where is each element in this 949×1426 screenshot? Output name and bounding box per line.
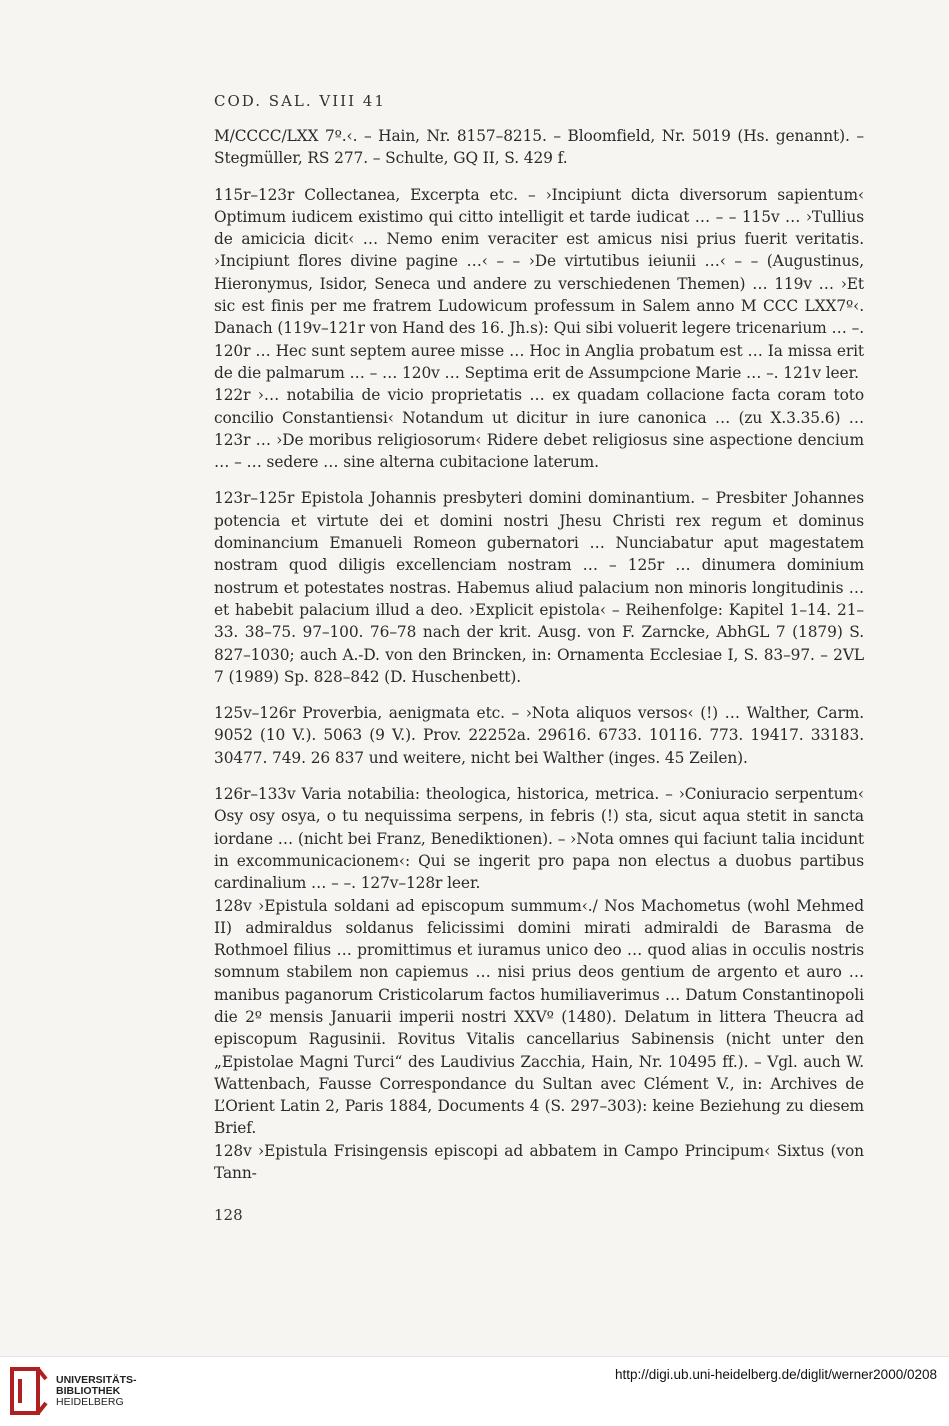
running-header: COD. SAL. VIII 41 bbox=[214, 92, 386, 110]
paragraph-collectanea: 115r–123r Collectanea, Excerpta etc. – ›Incipiunt dicta diversorum sapientum‹ Optimum iudicem existimo qui citto intelligit et tarde iudicat … – – 115v … ›Tullius de amicicia dicit‹ … Nemo enim veraciter est amicus nisi prius fuerit veritatis. ›Incipiunt flores divine pagine …‹ – – ›De virtutibus ieiunii …‹ – – (Augustinus, Hieronymus, Isidor, Seneca und andere zu verschiedenen Themen) … 119v … ›Et sic est finis per me fratrem Ludowicum professum in Salem anno M CCC LXX7º‹. Danach (119v–121r von Hand des 16. Jh.s): Qui sibi voluerit legere tricenarium … –. 120r … Hec sunt septem auree misse … Hoc in Anglia probatum est … Ia missa erit de die palmarum … – … 120v … Septima erit de Assumpcione Marie … –. 121v leer. bbox=[214, 185, 864, 382]
paragraph-incunable-refs: M/CCCC/LXX 7º.‹. – Hain, Nr. 8157–8215. – Bloomfield, Nr. 5019 (Hs. genannt). – Stegmüller, RS 277. – Schulte, GQ II, S. 429 f. bbox=[214, 127, 864, 168]
library-footer bbox=[0, 1356, 949, 1426]
paragraph-epistola-johannis: 123r–125r Epistola Johannis presbyteri domini dominantium. – Presbiter Johannes potencia et virtute dei et domini nostri Jhesu Christi rex regum et dominus dominancium Emanueli Romeon gubernatori … Nunciabatur aput magestatem nostram quod diligis excellenciam nostram … – 125r … dinumera dominium nostrum et potestates nostras. Habemus aliud palacium non minoris longitudinis … et habebit palacium illud a deo. ›Explicit epistola‹ – Reihenfolge: Kapitel 1–14. 21–33. 38–75. 97–100. 76–78 nach der krit. Ausg. von F. Zarncke, AbhGL 7 (1879) S. 827–1030; auch A.-D. von den Brincken, in: Ornamenta Ecclesiae I, S. 83–97. – 2VL 7 (1989) Sp. 828–842 (D. Huschenbett). bbox=[214, 489, 864, 686]
catalog-entry-text bbox=[214, 125, 864, 1184]
paragraph-varia-notabilia: 126r–133v Varia notabilia: theologica, historica, metrica. – ›Coniuracio serpentum‹ Osy osy osya, o tu nequissima serpens, in febris (!) sta, sicut aqua stetit in sancta iordane … (nicht bei Franz, Benediktionen). – ›Nota omnes qui faciunt talia incidunt in excommunicacionem‹: Qui se ingerit pro papa non electus a duobus partibus cardinalium … – –. 127v–128r leer. bbox=[214, 785, 864, 893]
institution-name bbox=[56, 1375, 137, 1408]
paragraph-proverbia: 125v–126r Proverbia, aenigmata etc. – ›Nota aliquos versos‹ (!) … Walther, Carm. 9052 (10 V.). 5063 (9 V.). Prov. 22252a. 29616. 6733. 10116. 773. 19417. 33183. 30477. 749. 26 837 und weitere, nicht bei Walther (inges. 45 Zeilen). bbox=[214, 704, 864, 767]
institution-line-3: HEIDELBERG bbox=[56, 1396, 124, 1408]
paragraph-notabilia: 122r ›… notabilia de vicio proprietatis … ex quadam collacione facta coram toto concilio Constantiensi‹ Notandum ut dicitur in iure canonica … (zu X.3.35.6) … 123r … ›De moribus religiosorum‹ Ridere debet religiosus sine aspectione dencium … – … sedere … sine alterna cubitacione laterum. bbox=[214, 386, 864, 472]
institution-line-2: BIBLIOTHEK bbox=[56, 1385, 121, 1397]
institution-line-1: UNIVERSITÄTS- bbox=[56, 1374, 137, 1386]
permalink-url[interactable]: http://digi.ub.uni-heidelberg.de/diglit/werner2000/0208 bbox=[615, 1367, 937, 1382]
page-number: 128 bbox=[214, 1206, 243, 1224]
paragraph-epistula-frisingensis: 128v ›Epistula Frisingensis episcopi ad abbatem in Campo Principum‹ Sixtus (von Tann- bbox=[214, 1141, 864, 1183]
library-logo-icon bbox=[10, 1365, 50, 1417]
paragraph-epistula-soldani: 128v ›Epistula soldani ad episcopum summum‹./ Nos Machometus (wohl Mehmed II) admiraldus soldanus felicissimi domini mirati admiraldi de Barasma de Rothmoel filius … promittimus et iuramus unico deo … quod alias in occulis nostris somnum stabilem non capiemus … nisi prius deos gentium de argento et auro … manibus paganorum Cristicolarum factos humiliaverimus … Datum Constantinopoli die 2º mensis Januarii imperii nostri XXVº (1480). Delatum in littera Theucra ad episcopum Ragusinii. Rovitus Vitalis cancellarius Sabinensis (nicht unter den „Epistolae Magni Turci“ des Laudivius Zacchia, Hain, Nr. 10495 ff.). – Vgl. auch W. Wattenbach, Fausse Correspondance du Sultan avec Clément V., in: Archives de L’Orient Latin 2, Paris 1884, Documents 4 (S. 297–303): keine Beziehung zu diesem Brief. bbox=[214, 896, 864, 1138]
